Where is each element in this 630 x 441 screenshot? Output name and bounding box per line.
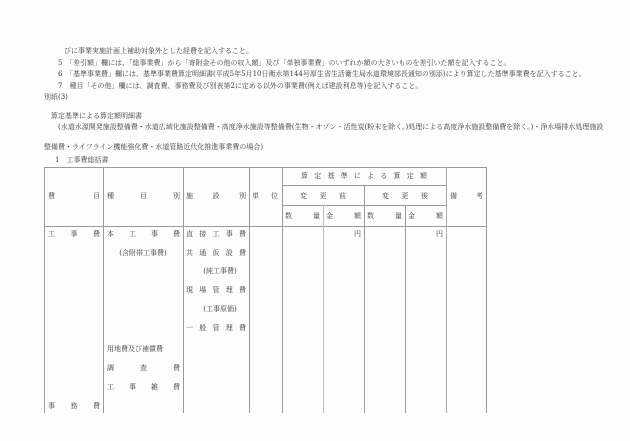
row-genba: 現 場 管 理 費 bbox=[186, 286, 246, 294]
row-ippan: 一 般 管 理 費 bbox=[186, 324, 246, 332]
header-shumoku: 種 目 別 bbox=[107, 192, 180, 200]
attachment-label: 別紙(3) bbox=[44, 93, 68, 101]
row-fuzoku: (含附帯工事費) bbox=[119, 249, 167, 257]
document-subtitle-line2: 整備費・ライフライン機能強化費・水道管路近代化推進事業費の場合) bbox=[44, 143, 264, 151]
header-after-change: 変 更 後 bbox=[382, 192, 428, 200]
row-kyoutsu: 共 通 仮 設 費 bbox=[186, 249, 246, 257]
yen-unit-after: 円 bbox=[436, 230, 443, 238]
row-jimuhi: 事 務 費 bbox=[48, 402, 100, 410]
header-qty-before: 数 量 bbox=[285, 212, 320, 220]
note-item-5: 5 「差引額」欄には、「総事業費」から「寄附金その他の収入額」及び「単独事業費」のいずれか額の大きいものを差引いた額を記入すること。 bbox=[58, 59, 511, 67]
row-koujihi: 工 事 費 bbox=[48, 230, 100, 238]
row-honkouji: 本 工 事 費 bbox=[107, 230, 180, 238]
section-title: 1 工事費総括書 bbox=[55, 156, 109, 164]
note-continuation: びに事業実施計画上補助対象外とした経費を記入すること。 bbox=[64, 47, 253, 55]
row-chousa: 調 査 費 bbox=[107, 364, 180, 372]
header-bikou: 備 考 bbox=[450, 192, 483, 200]
row-zatsu: 工 事 雑 費 bbox=[107, 383, 180, 391]
row-youchi: 用地費及び補償費 bbox=[107, 345, 163, 353]
header-qty-after: 数 量 bbox=[367, 212, 402, 220]
header-amount-after: 金 額 bbox=[408, 212, 443, 220]
note-item-6: 6 「基準事業費」欄には、基準事業費算定明細書(平成5年5月10日衛水第144号厚生省生活衛生局水道環境部長通知の別添)により算定した基準事業費を記入すること。 bbox=[58, 70, 586, 78]
header-santei: 算 定 基 準 に よ る 算 定 額 bbox=[301, 172, 427, 180]
header-amount-before: 金 額 bbox=[326, 212, 361, 220]
row-junkouji: (純工事費) bbox=[203, 267, 237, 275]
document-title: 算定基準による算定額明細書 bbox=[51, 112, 142, 120]
yen-unit-before: 円 bbox=[354, 230, 361, 238]
row-chokusetsu: 直 接 工 事 費 bbox=[186, 230, 246, 238]
row-genka: (工事原価) bbox=[203, 305, 237, 313]
header-before-change: 変 更 前 bbox=[300, 192, 346, 200]
note-item-7: 7 種目「その他」欄には、調査費、事務費及び別表第2に定める以外の事業費(例えば建設利息等)を記入すること。 bbox=[58, 82, 423, 90]
header-shisetsu: 施 設 別 bbox=[186, 192, 246, 200]
document-subtitle-line1: (水道水源開発施設整備費・水道広域化施設整備費・高度浄水施設等整備費(生物・オゾン・活性炭(粉末を除く。)処理による高度浄水施設整備費を除く。)・浄水場排水処理施設 bbox=[58, 123, 604, 131]
header-himoku: 費 目 bbox=[48, 192, 100, 200]
header-tani: 単 位 bbox=[252, 192, 278, 200]
